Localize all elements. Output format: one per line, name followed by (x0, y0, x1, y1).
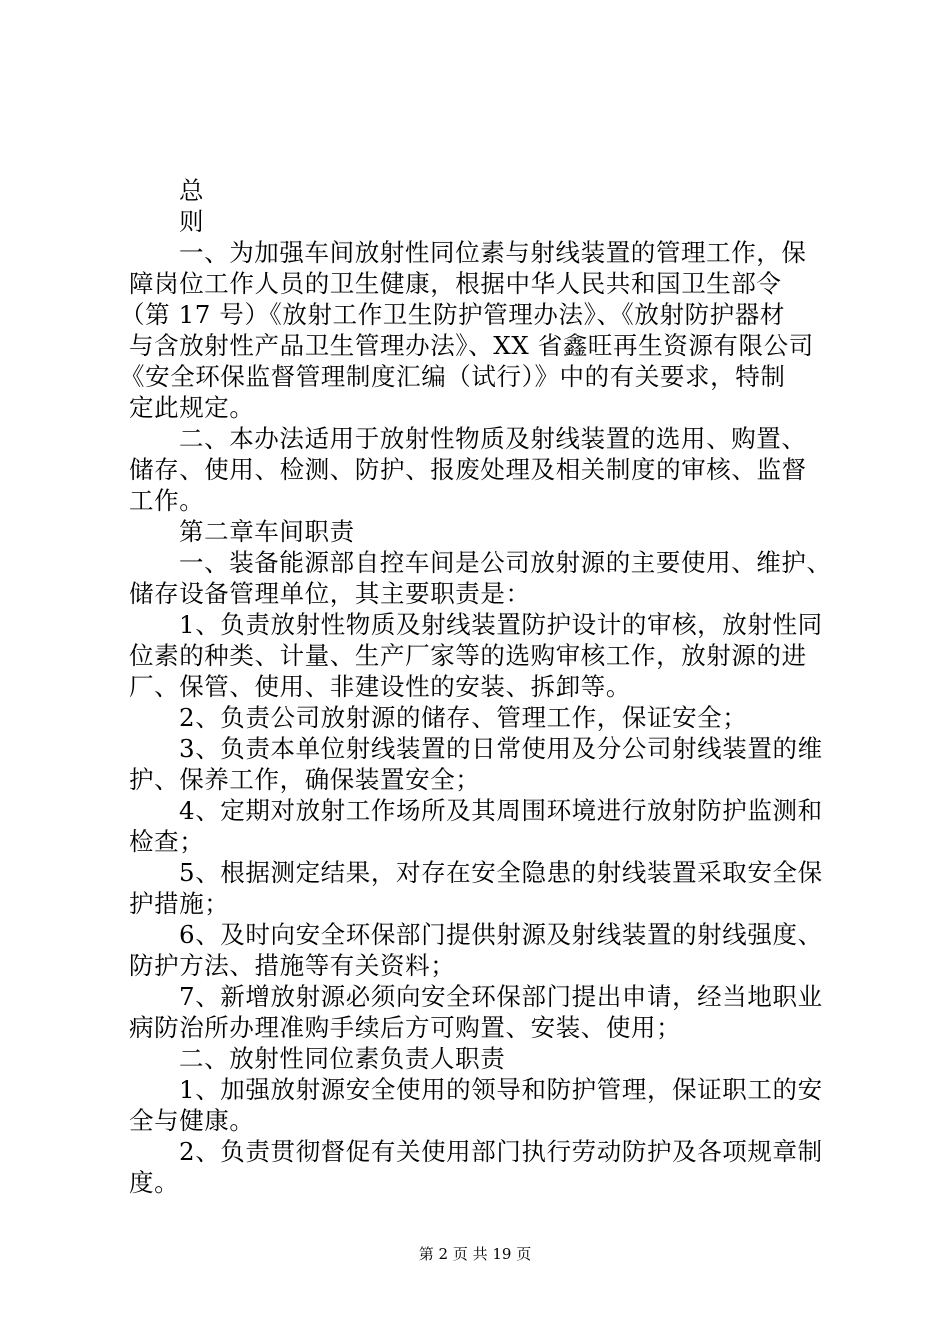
list-item-line: 全与健康。 (129, 1106, 255, 1135)
paragraph-line: 一、为加强车间放射性同位素与射线装置的管理工作，保 (179, 238, 807, 267)
list-item-line: 5、根据测定结果，对存在安全隐患的射线装置采取安全保 (179, 858, 823, 887)
list-item-line: 3、负责本单位射线装置的日常使用及分公司射线装置的维 (179, 734, 823, 763)
list-item-line: 厂、保管、使用、非建设性的安装、拆卸等。 (129, 672, 631, 701)
list-item-line: 护、保养工作，确保装置安全； (129, 765, 481, 794)
paragraph-line: 储存、使用、检测、防护、报废处理及相关制度的审核、监督 (129, 455, 807, 484)
paragraph-line: 工作。 (129, 486, 205, 515)
paragraph-line: 障岗位工作人员的卫生健康，根据中华人民共和国卫生部令 (129, 269, 782, 298)
list-item-line: 位素的种类、计量、生产厂家等的选购审核工作，放射源的进 (129, 641, 807, 670)
list-item-line: 7、新增放射源必须向安全环保部门提出申请，经当地职业 (179, 982, 823, 1011)
heading-ze: 则 (179, 207, 205, 236)
list-item-line: 1、加强放射源安全使用的领导和防护管理，保证职工的安 (179, 1075, 823, 1104)
list-item-line: 2、负责贯彻督促有关使用部门执行劳动防护及各项规章制 (179, 1137, 823, 1166)
list-item-line: 度。 (129, 1168, 180, 1197)
list-item-line: 6、及时向安全环保部门提供射源及射线装置的射线强度、 (179, 920, 823, 949)
list-item-line: 护措施； (129, 889, 230, 918)
paragraph-line: （第 17 号）《放射工作卫生防护管理办法》、《放射防护器材 (120, 300, 785, 329)
list-item-line: 4、定期对放射工作场所及其周围环境进行放射防护监测和 (179, 796, 823, 825)
paragraph-line: 一、装备能源部自控车间是公司放射源的主要使用、维护、 (179, 548, 832, 577)
heading-zong: 总 (179, 176, 205, 205)
list-item-line: 检查； (129, 827, 205, 856)
chapter-heading: 第二章车间职责 (179, 517, 355, 546)
page-footer: 第 2 页 共 19 页 (418, 1245, 532, 1263)
list-item-line: 1、负责放射性物质及射线装置防护设计的审核，放射性同 (179, 610, 823, 639)
paragraph-line: 储存设备管理单位，其主要职责是： (129, 579, 531, 608)
list-item-line: 病防治所办理准购手续后方可购置、安装、使用； (129, 1013, 682, 1042)
list-item-line: 防护方法、措施等有关资料； (129, 951, 456, 980)
section-heading: 二、放射性同位素负责人职责 (179, 1044, 506, 1073)
paragraph-line: 二、本办法适用于放射性物质及射线装置的选用、购置、 (179, 424, 807, 453)
list-item-line: 2、负责公司放射源的储存、管理工作，保证安全； (179, 703, 748, 732)
paragraph-line: 《安全环保监督管理制度汇编（试行）》中的有关要求，特制 (120, 362, 786, 391)
paragraph-line: 与含放射性产品卫生管理办法》、XX 省鑫旺再生资源有限公司 (129, 331, 814, 360)
paragraph-line: 定此规定。 (129, 393, 255, 422)
